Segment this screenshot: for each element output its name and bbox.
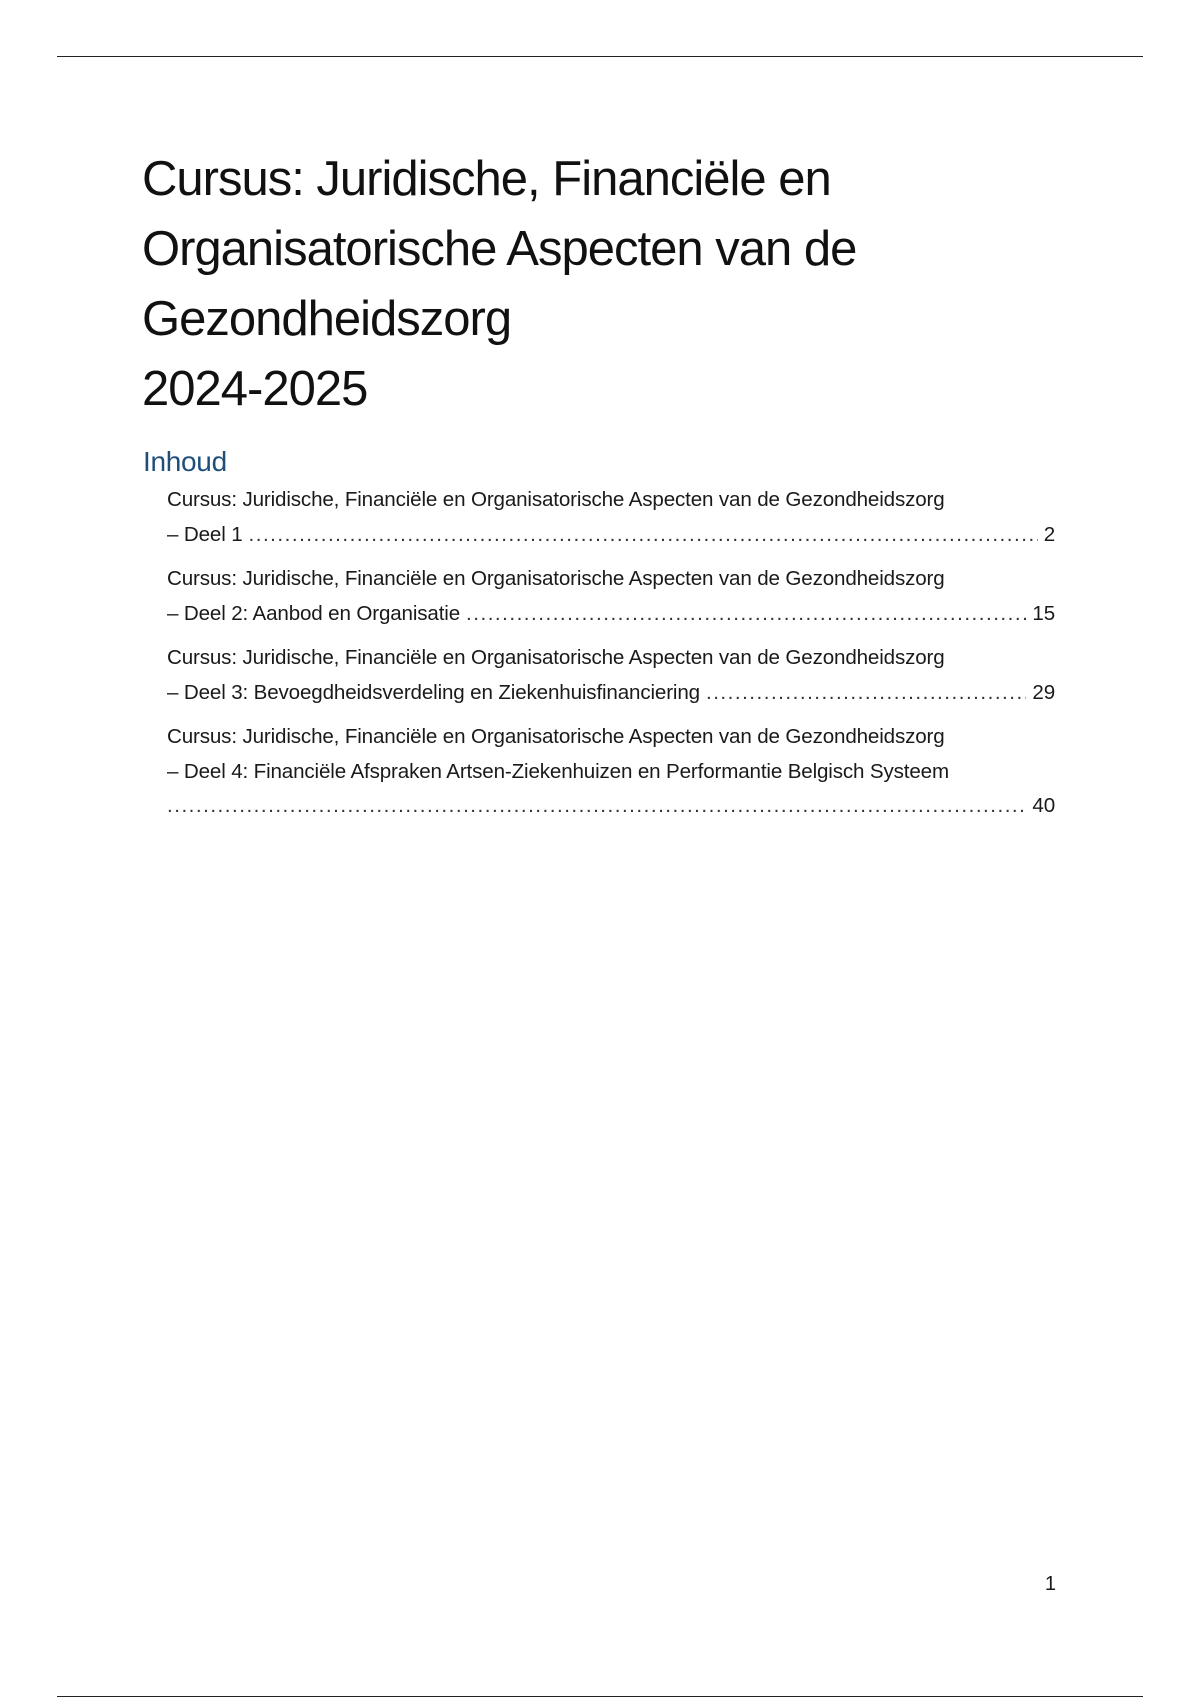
toc-entry-deel-3[interactable] bbox=[167, 641, 1055, 710]
title-year: 2024-2025 bbox=[142, 362, 368, 416]
toc-entry-title: Cursus: Juridische, Financiële en Organisatorische Aspecten van de Gezondheidszorg bbox=[167, 567, 945, 590]
toc-entry-title: Cursus: Juridische, Financiële en Organisatorische Aspecten van de Gezondheidszorg bbox=[167, 488, 945, 511]
toc-entry-deel-2[interactable] bbox=[167, 562, 1055, 631]
toc-entry-title: Cursus: Juridische, Financiële en Organisatorische Aspecten van de Gezondheidszorg bbox=[167, 646, 945, 669]
toc-heading: Inhoud bbox=[143, 446, 227, 477]
toc-entry-title: Cursus: Juridische, Financiële en Organisatorische Aspecten van de Gezondheidszorg bbox=[167, 725, 945, 748]
toc-entry-subtitle: – Deel 1 bbox=[167, 522, 243, 546]
toc-entry-subtitle: – Deel 2: Aanbod en Organisatie bbox=[167, 601, 461, 625]
bottom-rule bbox=[57, 1696, 1143, 1697]
toc-page-number: 40 bbox=[1032, 794, 1055, 817]
title-line: Organisatorische Aspecten van de bbox=[142, 222, 857, 276]
toc-entry-subtitle: – Deel 3: Bevoegdheidsverdeling en Ziekenhuisfinanciering bbox=[167, 680, 700, 704]
toc-page-number: 29 bbox=[1032, 680, 1055, 704]
title-line: Cursus: Juridische, Financiële en bbox=[142, 152, 831, 206]
toc-dot-leader bbox=[249, 518, 1038, 553]
toc-page-number: 15 bbox=[1032, 601, 1055, 625]
toc-entry-subtitle: – Deel 4: Financiële Afspraken Artsen-Ziekenhuizen en Performantie Belgisch Systeem bbox=[167, 759, 949, 783]
toc-dot-leader bbox=[466, 597, 1026, 632]
toc-page-number: 2 bbox=[1043, 522, 1055, 546]
table-of-contents bbox=[167, 483, 1055, 834]
toc-dot-leader bbox=[167, 789, 1026, 824]
toc-entry-deel-4[interactable] bbox=[167, 720, 1055, 824]
title-line: Gezondheidszorg bbox=[142, 292, 512, 346]
page-number: 1 bbox=[1044, 1573, 1056, 1595]
toc-dot-leader bbox=[706, 676, 1026, 711]
document-title bbox=[142, 144, 1102, 424]
toc-entry-deel-1[interactable] bbox=[167, 483, 1055, 552]
top-rule bbox=[57, 56, 1143, 57]
